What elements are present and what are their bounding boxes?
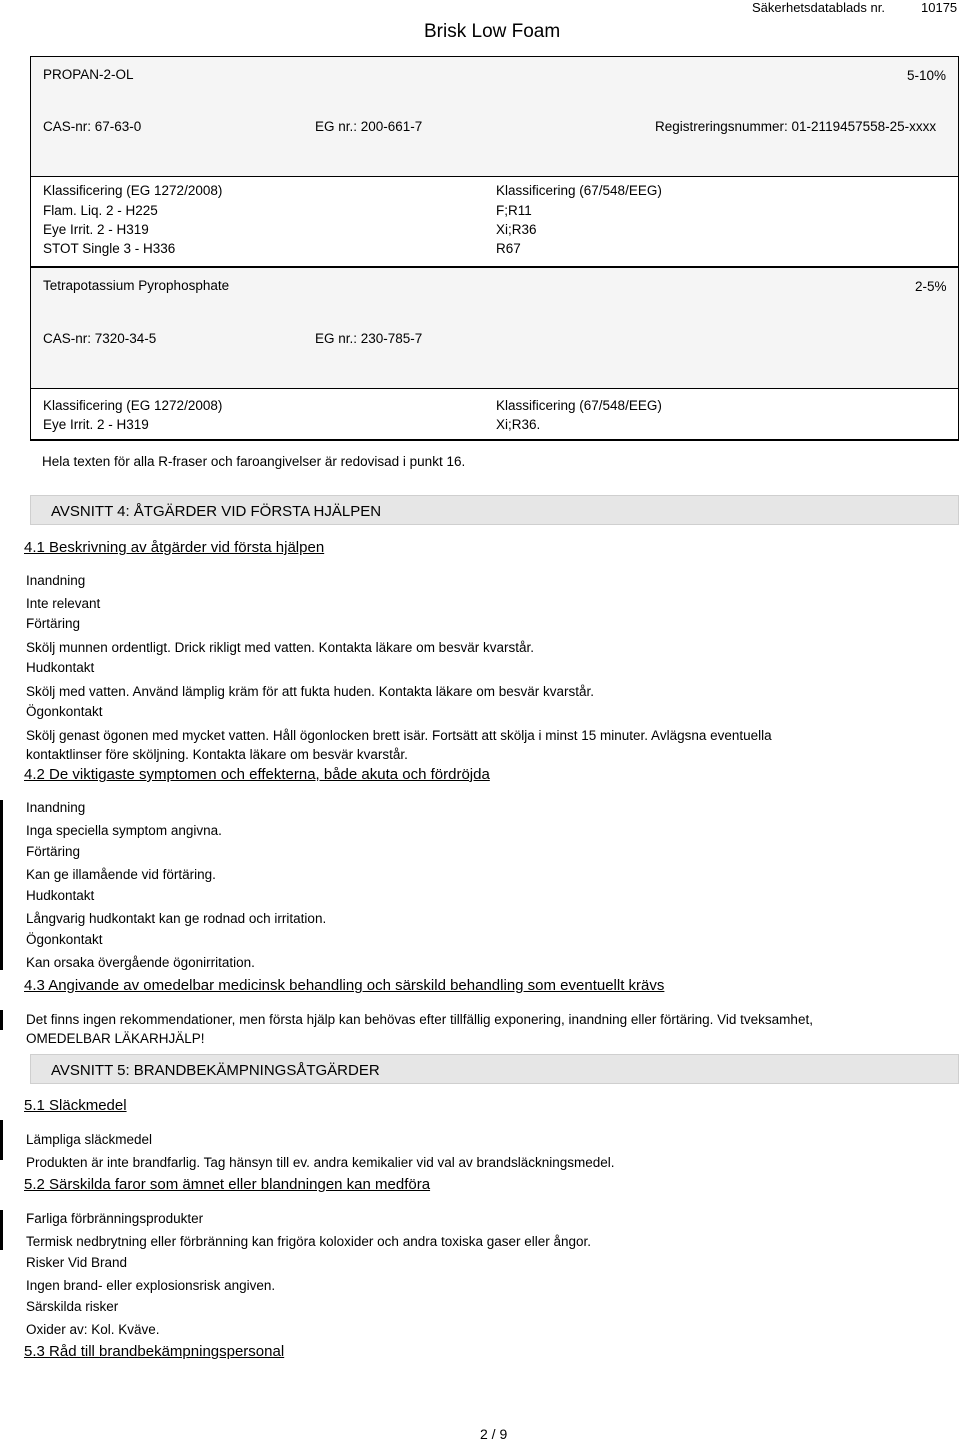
fire-risks-text: Ingen brand- eller explosionsrisk angiven. xyxy=(26,1278,276,1293)
clp-entry: Eye Irrit. 2 - H319 xyxy=(43,222,149,237)
subsection-4-3-title: 4.3 Angivande av omedelbar medicinsk behandling och särskild behandling som eventuellt krävs xyxy=(24,977,665,994)
special-risks-text: Oxider av: Kol. Kväve. xyxy=(26,1322,160,1337)
section-5-header xyxy=(30,1054,959,1084)
substance-2-cas: CAS-nr: 7320-34-5 xyxy=(43,331,157,346)
subsection-4-2-title: 4.2 De viktigaste symptomen och effekterna, både akuta och fördröjda xyxy=(24,766,490,783)
substance-2-concentration: 2-5% xyxy=(915,279,947,294)
substance-2-header-box xyxy=(30,268,959,390)
ingestion-text: Kan ge illamående vid förtäring. xyxy=(26,867,216,882)
treatment-text: Det finns ingen rekommendationer, men första hjälp kan behövas efter tillfällig exponering, inandning eller förtäring. Vid tveksamhet, xyxy=(26,1012,813,1027)
dsd-entry: R67 xyxy=(496,241,521,256)
substance-1-eg: EG nr.: 200-661-7 xyxy=(315,119,423,134)
inhalation-label: Inandning xyxy=(26,800,86,815)
skin-contact-label: Hudkontakt xyxy=(26,888,95,903)
section-4-header xyxy=(30,495,959,525)
inhalation-text: Inga speciella symptom angivna. xyxy=(26,823,222,838)
revision-marker xyxy=(0,1010,3,1030)
r-phrases-note: Hela texten för alla R-fraser och faroangivelser är redovisad i punkt 16. xyxy=(42,454,466,469)
substance-1-name: PROPAN-2-OL xyxy=(43,67,134,82)
inhalation-text: Inte relevant xyxy=(26,596,101,611)
dsd-title: Klassificering (67/548/EEG) xyxy=(496,183,662,198)
subsection-4-1-title: 4.1 Beskrivning av åtgärder vid första hjälpen xyxy=(24,539,325,556)
subsection-5-3-title: 5.3 Råd till brandbekämpningspersonal xyxy=(24,1343,285,1360)
ingestion-label: Förtäring xyxy=(26,844,81,859)
eye-contact-text: kontaktlinser före sköljning. Kontakta läkare om besvär kvarstår. xyxy=(26,747,408,762)
substance-1-registration: Registreringsnummer: 01-2119457558-25-xxxx xyxy=(655,119,937,134)
substance-1-header-box xyxy=(30,56,959,178)
product-name: Brisk Low Foam xyxy=(424,21,561,42)
special-risks-label: Särskilda risker xyxy=(26,1299,119,1314)
substance-2-name: Tetrapotassium Pyrophosphate xyxy=(43,278,230,293)
dsd-title: Klassificering (67/548/EEG) xyxy=(496,398,662,413)
document-number: 10175 xyxy=(921,0,958,15)
ingestion-text: Skölj munnen ordentligt. Drick rikligt med vatten. Kontakta läkare om besvär kvarstår. xyxy=(26,640,534,655)
skin-contact-label: Hudkontakt xyxy=(26,660,95,675)
eye-contact-label: Ögonkontakt xyxy=(26,704,103,719)
substance-2-eg: EG nr.: 230-785-7 xyxy=(315,331,423,346)
eye-contact-text: Skölj genast ögonen med mycket vatten. Håll ögonlocken brett isär. Fortsätt att skölja i minst 15 minuter. Avlägsna eventuella xyxy=(26,728,772,743)
fire-risks-label: Risker Vid Brand xyxy=(26,1255,128,1270)
treatment-text: OMEDELBAR LÄKARHJÄLP! xyxy=(26,1031,205,1046)
substance-1-concentration: 5-10% xyxy=(907,68,947,83)
revision-marker xyxy=(0,800,3,970)
dsd-entry: Xi;R36 xyxy=(496,222,537,237)
ingestion-label: Förtäring xyxy=(26,616,81,631)
extinguishing-media-text: Produkten är inte brandfarlig. Tag hänsyn till ev. andra kemikalier vid val av brandsläckningsmedel. xyxy=(26,1155,615,1170)
subsection-5-2-title: 5.2 Särskilda faror som ämnet eller blandningen kan medföra xyxy=(24,1176,431,1193)
dsd-entry: Xi;R36. xyxy=(496,417,541,432)
section-5-title: AVSNITT 5: BRANDBEKÄMPNINGSÅTGÄRDER xyxy=(51,1062,380,1079)
dsd-entry: F;R11 xyxy=(496,203,532,218)
skin-contact-text: Långvarig hudkontakt kan ge rodnad och irritation. xyxy=(26,911,327,926)
combustion-products-text: Termisk nedbrytning eller förbränning kan frigöra koloxider och andra toxiska gaser eller ångor. xyxy=(26,1234,592,1249)
substance-2-classification-box xyxy=(30,389,959,441)
clp-title: Klassificering (EG 1272/2008) xyxy=(43,398,223,413)
page-number: 2 / 9 xyxy=(480,1426,508,1442)
section-4-title: AVSNITT 4: ÅTGÄRDER VID FÖRSTA HJÄLPEN xyxy=(51,503,382,520)
clp-title: Klassificering (EG 1272/2008) xyxy=(43,183,223,198)
inhalation-label: Inandning xyxy=(26,573,86,588)
eye-contact-text: Kan orsaka övergående ögonirritation. xyxy=(26,955,255,970)
clp-entry: Flam. Liq. 2 - H225 xyxy=(43,203,158,218)
skin-contact-text: Skölj med vatten. Använd lämplig kräm för att fukta huden. Kontakta läkare om besvär kvarstår. xyxy=(26,684,595,699)
substance-1-classification-box xyxy=(30,177,959,268)
substance-1-cas: CAS-nr: 67-63-0 xyxy=(43,119,142,134)
subsection-5-1-title: 5.1 Släckmedel xyxy=(24,1097,127,1114)
revision-marker xyxy=(0,1210,3,1250)
revision-marker xyxy=(0,1120,3,1160)
combustion-products-label: Farliga förbränningsprodukter xyxy=(26,1211,204,1226)
clp-entry: STOT Single 3 - H336 xyxy=(43,241,176,256)
clp-entry: Eye Irrit. 2 - H319 xyxy=(43,417,149,432)
extinguishing-media-label: Lämpliga släckmedel xyxy=(26,1132,153,1147)
eye-contact-label: Ögonkontakt xyxy=(26,932,103,947)
document-label: Säkerhetsdatablads nr. xyxy=(752,0,885,15)
